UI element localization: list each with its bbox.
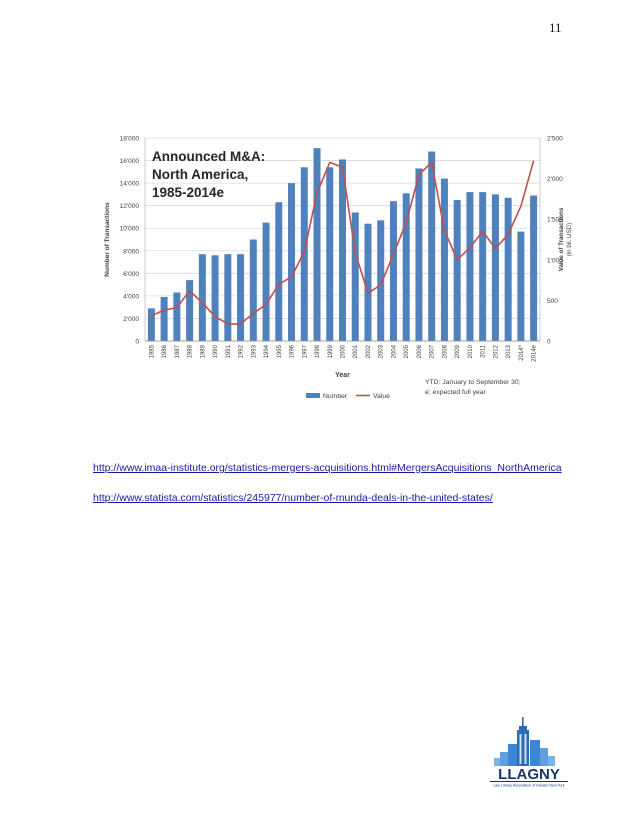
y2-tick-label: 0 (547, 338, 551, 346)
bar (364, 224, 371, 341)
bar (441, 179, 448, 341)
bar (530, 196, 537, 341)
bar (505, 198, 512, 341)
y2-axis-title-line: Value of Transactions (558, 207, 565, 272)
legend-label-value: Value (373, 393, 390, 400)
x-tick-label: 1989 (200, 345, 207, 359)
x-tick-label: 2007 (429, 345, 436, 359)
x-tick-label: 2014e (531, 345, 538, 362)
x-tick-label: 1990 (213, 345, 220, 359)
bar (173, 293, 180, 341)
bar (250, 240, 257, 342)
bar (199, 254, 206, 341)
bar (301, 167, 308, 341)
source-link-statista[interactable]: http://www.statista.com/statistics/245977/number-of-munda-deals-in-the-united-states/ (93, 492, 493, 504)
source-links (93, 462, 562, 504)
y2-tick-label: 1'000 (547, 257, 563, 265)
bar (161, 297, 168, 341)
legend-swatch-number (306, 393, 320, 398)
x-tick-label: 1999 (327, 345, 334, 359)
y-tick-label: 16'000 (119, 158, 139, 166)
chart-note: YTD: January to September 30; (425, 379, 521, 386)
bar (212, 255, 219, 341)
bar (263, 223, 270, 341)
y-tick-label: 18'000 (119, 135, 139, 143)
bar (517, 232, 524, 341)
x-tick-label: 1991 (225, 345, 232, 359)
chart-svg (100, 130, 576, 410)
bar (314, 148, 321, 341)
x-tick-label: 1993 (251, 345, 258, 359)
chart-title-line: 1985-2014e (152, 185, 225, 200)
x-tick-label: 2006 (416, 345, 423, 359)
y-tick-label: 4'000 (123, 293, 139, 301)
bar (326, 167, 333, 341)
x-axis-title: Year (335, 372, 350, 379)
bar (454, 200, 461, 341)
y2-axis-title-line: (in bil. USD) (566, 222, 573, 257)
x-tick-label: 1992 (238, 345, 245, 359)
bar (288, 183, 295, 341)
y-tick-label: 2'000 (123, 315, 139, 323)
x-tick-label: 1985 (149, 345, 156, 359)
x-tick-label: 1995 (276, 345, 283, 359)
chart-title-line: Announced M&A: (152, 149, 266, 164)
x-tick-label: 1986 (162, 345, 169, 359)
bar (466, 192, 473, 341)
x-tick-label: 2003 (378, 345, 385, 359)
source-link-imaa[interactable]: http://www.imaa-institute.org/statistics-mergers-acquisitions.html#MergersAcquisitions_NorthAmerica (93, 462, 562, 474)
x-tick-label: 1988 (187, 345, 194, 359)
y2-tick-label: 1'500 (547, 216, 563, 224)
logo-subtitle: Law Library Association of Greater New York (493, 783, 565, 788)
x-tick-label: 2004 (391, 345, 398, 359)
x-tick-label: 2008 (442, 345, 449, 359)
ma-chart (100, 130, 576, 410)
y2-tick-label: 500 (547, 297, 558, 305)
chart-title-line: North America, (152, 167, 249, 182)
y-tick-label: 6'000 (123, 270, 139, 278)
y-axis-title: Number of Transactions (104, 202, 111, 277)
y-tick-label: 14'000 (119, 180, 139, 188)
x-tick-label: 1994 (264, 345, 271, 359)
x-tick-label: 2014* (518, 345, 525, 361)
x-tick-label: 2000 (340, 345, 347, 359)
x-tick-label: 1998 (315, 345, 322, 359)
y-tick-label: 8'000 (123, 248, 139, 256)
x-tick-label: 2012 (493, 345, 500, 359)
bar (428, 152, 435, 341)
y-tick-label: 0 (135, 338, 139, 346)
llagny-logo (482, 716, 576, 788)
legend-label-number: Number (323, 393, 348, 400)
x-tick-label: 1996 (289, 345, 296, 359)
y2-tick-label: 2'000 (547, 176, 563, 184)
page-number: 11 (549, 20, 562, 35)
bar (492, 194, 499, 341)
bar (479, 192, 486, 341)
x-tick-label: 2010 (467, 345, 474, 359)
skyline-icon (482, 716, 576, 788)
bar (390, 201, 397, 341)
bar (237, 254, 244, 341)
logo-text: LLAGNY (498, 766, 560, 783)
x-tick-label: 2013 (506, 345, 513, 359)
y2-tick-label: 2'500 (547, 135, 563, 143)
y-tick-label: 12'000 (119, 203, 139, 211)
bar (186, 280, 193, 341)
x-tick-label: 2009 (455, 345, 462, 359)
x-tick-label: 2005 (404, 345, 411, 359)
x-tick-label: 2011 (480, 345, 487, 358)
bar (224, 254, 231, 341)
x-tick-label: 1987 (174, 345, 181, 359)
bar (148, 308, 155, 341)
y-tick-label: 10'000 (119, 225, 139, 233)
bar (415, 168, 422, 341)
x-tick-label: 1997 (302, 345, 309, 359)
x-tick-label: 2001 (353, 345, 360, 359)
chart-note: e: expected full year (425, 389, 486, 396)
x-tick-label: 2002 (365, 345, 372, 359)
bar (275, 202, 282, 341)
